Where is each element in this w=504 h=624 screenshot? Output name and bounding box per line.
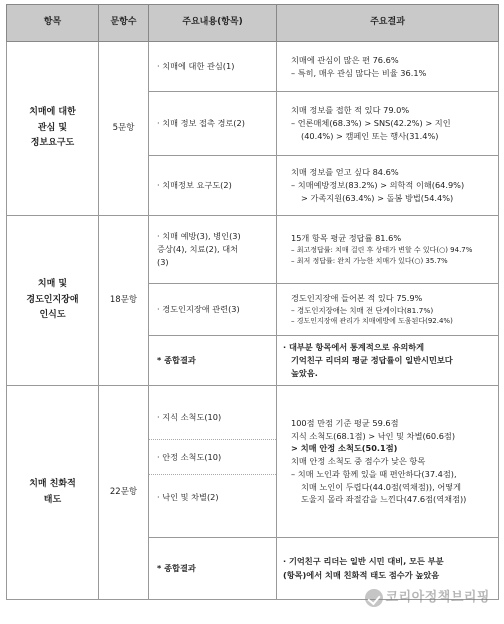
topic-cell [149, 216, 277, 284]
result-line: 치매에 관심이 많은 편 76.6% [291, 54, 399, 65]
category-line: 치매 및 [37, 278, 68, 289]
table-row [7, 42, 499, 92]
topic-line: 증상(4), 치료(2), 대처 [157, 244, 239, 255]
result-line: 치매 노인이 두렵다(44.0점(역채점)), 어떻게 [301, 481, 462, 492]
header-result: 주요결과 [277, 5, 499, 42]
result-line: – 치매예방정보(83.2%) > 의학적 이해(64.9%) [291, 180, 465, 191]
summary-cell [277, 336, 499, 386]
survey-results-table [6, 4, 499, 600]
header-topic: 주요내용(항목) [149, 5, 277, 42]
topic-cell: · 치매에 대한 관심(1) [149, 42, 277, 92]
result-line: 치매 안정 소척도 중 점수가 낮은 항목 [291, 456, 426, 467]
table-row [7, 216, 499, 284]
category-line: 치매 친화적 [29, 478, 76, 489]
topic-cell: · 치매정보 요구도(2) [149, 156, 277, 216]
topic-label: · 안정 소척도(10) [157, 451, 222, 462]
result-line: 도울지 몰라 좌절감을 느낀다(47.6점(역채점)) [301, 494, 467, 505]
category-line: 치매에 대한 [29, 106, 76, 117]
result-line: – 최고정답률: 치매 걸린 후 상태가 변할 수 있다(○) 94.7% [291, 246, 473, 254]
question-count: 22문항 [99, 386, 149, 600]
result-line: 치매 정보를 얻고 싶다 84.6% [291, 167, 399, 178]
result-line: – 최저 정답률: 완치 가능한 치매가 있다(○) 35.7% [291, 256, 448, 265]
category-line: 정보요구도 [30, 138, 75, 149]
watermark-text: 코리아정책브리핑 [385, 590, 490, 605]
result-line: – 특히, 매우 관심 많다는 비율 36.1% [291, 67, 427, 78]
result-line: – 치매 노인과 함께 있을 때 편안하다(37.4점), [291, 468, 457, 479]
result-line: > 가족지원(63.4%) > 돌봄 방법(54.4%) [301, 192, 454, 203]
result-cell [277, 156, 499, 216]
category-line: 태도 [43, 494, 62, 505]
summary-line: · 대부분 항목에서 통계적으로 유의하게 [283, 341, 425, 352]
topic-label: · 치매 예방(3), 병인(3) [157, 231, 241, 242]
topic-label: 치매 정보 접촉 경로(2) [162, 118, 245, 129]
summary-label: * 종합결과 [149, 336, 277, 386]
summary-line: · 기억친구 리더는 일반 시민 대비, 모든 부분 [283, 556, 444, 567]
topic-label: 치매에 대한 관심(1) [162, 61, 235, 72]
topic-label: · 낙인 및 차별(2) [157, 491, 219, 502]
topic-label: 경도인지장애 관련(3) [162, 304, 240, 315]
header-count: 문항수 [99, 5, 149, 42]
korea-briefing-logo-icon [365, 589, 383, 607]
category-cell-awareness [7, 216, 99, 386]
result-cell [277, 386, 499, 538]
result-line: – 경도인지장애는 치매 전 단계이다(81.7%) [291, 305, 434, 315]
result-line: – 언론매체(68.3%) > SNS(42.2%) > 지인 [291, 118, 451, 129]
category-line: 경도인지장애 [26, 294, 79, 305]
topic-line: (3) [157, 256, 169, 267]
question-count: 18문항 [99, 216, 149, 386]
table-header-row [7, 5, 499, 42]
topic-text: 지식 소척도(10) [162, 411, 222, 422]
result-cell [277, 284, 499, 336]
result-line: 경도인지장애 들어본 적 있다 75.9% [291, 292, 423, 303]
summary-line: 높았음. [291, 368, 318, 379]
topic-line: 치매 예방(3), 병인(3) [162, 231, 241, 242]
header-category: 항목 [7, 5, 99, 42]
category-cell-attitude [7, 386, 99, 600]
result-line: – 경도인지장애 관리가 치매예방에 도움된다(92.4%) [291, 317, 453, 326]
summary-line: 기억친구 리더의 평균 정답률이 일반시민보다 [291, 354, 453, 365]
topic-label: · 지식 소척도(10) [157, 411, 222, 422]
table-row [7, 386, 499, 538]
topic-text: 안정 소척도(10) [162, 451, 222, 462]
result-line: 15개 항목 평균 정답률 81.6% [291, 233, 402, 244]
question-count: 5문항 [99, 42, 149, 216]
result-line: (40.4%) > 캠페인 또는 행사(31.4%) [301, 130, 439, 141]
summary-line: (항목)에서 치매 친화적 태도 점수가 높았음 [283, 569, 440, 580]
topic-cell: · 경도인지장애 관련(3) [149, 284, 277, 336]
category-line: 관심 및 [37, 122, 68, 133]
result-line: 치매 정보를 접한 적 있다 79.0% [291, 105, 410, 116]
result-cell [277, 216, 499, 284]
result-line: > 치매 안정 소척도(50.1점) [291, 443, 398, 454]
result-cell [277, 42, 499, 92]
result-line: 지식 소척도(68.1점) > 낙인 및 차별(60.6점) [291, 430, 456, 441]
category-line: 인식도 [39, 310, 66, 321]
topic-cell: · 치매 정보 접촉 경로(2) [149, 92, 277, 156]
result-line: 100점 만점 기준 평균 59.6점 [291, 418, 399, 429]
category-cell-interest [7, 42, 99, 216]
topic-label: 치매정보 요구도(2) [162, 180, 232, 191]
topic-cell [149, 386, 277, 538]
summary-label: * 종합결과 [149, 538, 277, 600]
watermark [365, 586, 490, 607]
result-cell [277, 92, 499, 156]
topic-text: 낙인 및 차별(2) [162, 491, 219, 502]
